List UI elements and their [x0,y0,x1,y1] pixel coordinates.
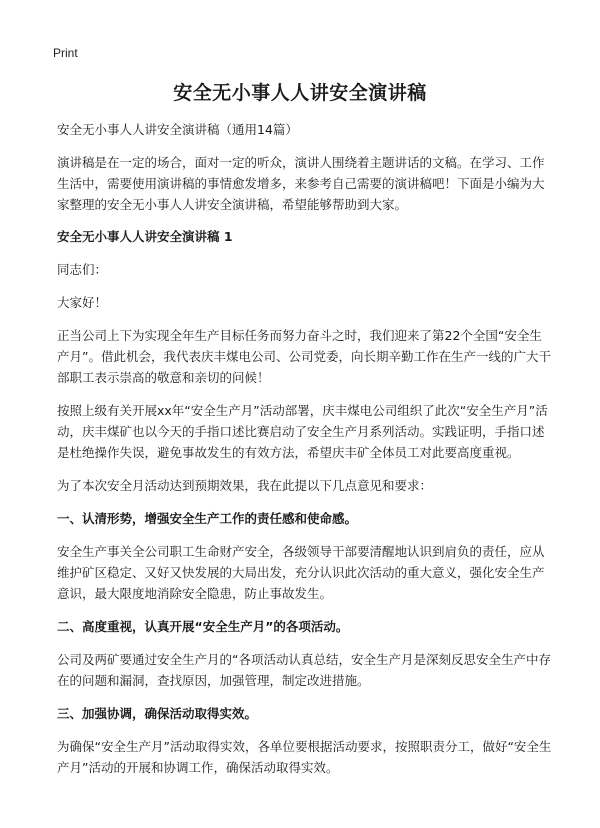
greeting-comrades: 同志们： [57,262,108,277]
body-paragraph: 按照上级有关开展xx年“安全生产月”活动部署，庆丰煤电公司组织了此次“安全生产月”活动，庆丰煤矿也以今天的手指口述比赛启动了安全生产月系列活动。实践证明，手指口述是杜绝操作失误，避免事故发生的有效方法，希望庆丰矿全体员工对此要高度重视。 [57,403,548,460]
point-heading: 三、加强协调，确保活动取得实效。 [57,706,258,721]
greeting-everyone: 大家好！ [57,295,108,310]
document-title: 安全无小事人人讲安全演讲稿 [173,82,427,104]
intro-paragraph: 演讲稿是在一定的场合，面对一定的听众，演讲人围绕着主题讲话的文稿。在学习、工作生活中，需要使用演讲稿的事情愈发增多，来参考自己需要的演讲稿吧！下面是小编为大家整理的安全无小事人人讲安全演讲稿，希望能够帮助到大家。 [57,155,545,212]
point-heading: 二、高度重视，认真开展“安全生产月”的各项活动。 [57,619,349,634]
document-body [57,119,553,790]
body-paragraph: 为了本次安全月活动达到预期效果，我在此提以下几点意见和要求： [57,478,433,493]
print-link[interactable]: Print [53,46,78,60]
document-subtitle: 安全无小事人人讲安全演讲稿（通用14篇） [57,122,298,137]
section-heading: 安全无小事人人讲安全演讲稿 1 [57,229,233,244]
point-heading: 一、认清形势，增强安全生产工作的责任感和使命感。 [57,511,358,526]
point-body: 为确保“安全生产月”活动取得实效，各单位要根据活动要求，按照职责分工，做好“安全生产月”活动的开展和协调工作，确保活动取得实效。 [57,739,552,775]
point-body: 公司及两矿要通过安全生产月的“各项活动认真总结，安全生产月是深刻反思安全生产中存在的问题和漏洞，查找原因，加强管理，制定改进措施。 [57,652,551,688]
point-body: 安全生产事关全公司职工生命财产安全，各级领导干部要清醒地认识到肩负的责任，应从维护矿区稳定、又好又快发展的大局出发，充分认识此次活动的重大意义，强化安全生产意识，最大限度地消除安全隐患，防止事故发生。 [57,544,545,601]
body-paragraph: 正当公司上下为实现全年生产目标任务而努力奋斗之时，我们迎来了第22个全国“安全生产月”。借此机会，我代表庆丰煤电公司、公司党委，向长期辛勤工作在生产一线的广大干部职工表示崇高的敬意和亲切的问候！ [57,328,551,385]
